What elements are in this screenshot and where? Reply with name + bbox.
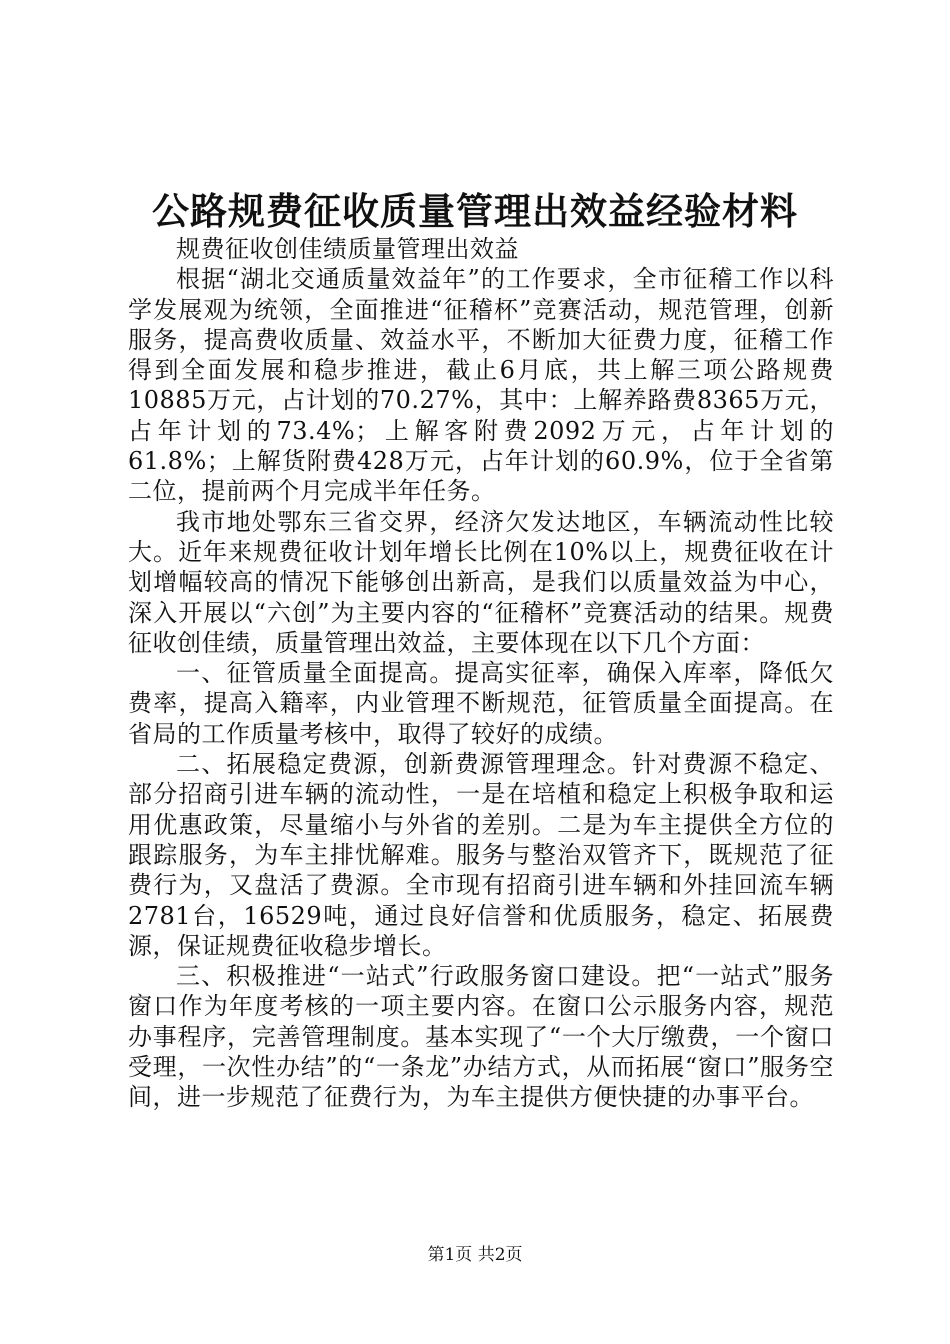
paragraph-intro: 根据“湖北交通质量效益年”的工作要求，全市征稽工作以科学发展观为统领，全面推进“征稽杯”竞赛活动，规范管理，创新服务，提高费收质量、效益水平，不断加大征费力度，征稽工作得到全面发展和稳步推进，截止6月底，共上解三项公路规费10885万元，占计划的70.27%，其中：上解养路费8365万元，占年计划的73.4%；上解客附费2092万元，占年计划的61.8%；上解货附费428万元，占年计划的60.9%，位于全省第二位，提前两个月完成半年任务。 (128, 265, 834, 506)
document-title: 公路规费征收质量管理出效益经验材料 (152, 189, 798, 233)
page-footer: 第1页 共2页 (427, 1245, 523, 1265)
paragraph-point-one: 一、征管质量全面提高。提高实征率，确保入库率，降低欠费率，提高入籍率，内业管理不断规范，征管质量全面提高。在省局的工作质量考核中，取得了较好的成绩。 (128, 659, 834, 748)
paragraph-point-two: 二、拓展稳定费源，创新费源管理理念。针对费源不稳定、部分招商引进车辆的流动性，一是在培植和稳定上积极争取和运用优惠政策，尽量缩小与外省的差别。二是为车主提供全方位的跟踪服务，为车主排忧解难。服务与整治双管齐下，既规范了征费行为，又盘活了费源。全市现有招商引进车辆和外挂回流车辆2781台，16529吨，通过良好信誉和优质服务，稳定、拓展费源，保证规费征收稳步增长。 (128, 750, 834, 960)
paragraph-point-three: 三、积极推进“一站式”行政服务窗口建设。把“一站式”服务窗口作为年度考核的一项主要内容。在窗口公示服务内容，规范办事程序，完善管理制度。基本实现了“一个大厅缴费，一个窗口受理，一次性办结”的“一条龙”办结方式，从而拓展“窗口”服务空间，进一步规范了征费行为，为车主提供方便快捷的办事平台。 (128, 962, 834, 1112)
document-body (128, 234, 834, 1113)
document-subtitle: 规费征收创佳绩质量管理出效益 (176, 235, 519, 263)
paragraph-background: 我市地处鄂东三省交界，经济欠发达地区，车辆流动性比较大。近年来规费征收计划年增长比例在10%以上，规费征收在计划增幅较高的情况下能够创出新高，是我们以质量效益为中心，深入开展以“六创”为主要内容的“征稽杯”竞赛活动的结果。规费征收创佳绩，质量管理出效益，主要体现在以下几个方面： (128, 507, 834, 657)
